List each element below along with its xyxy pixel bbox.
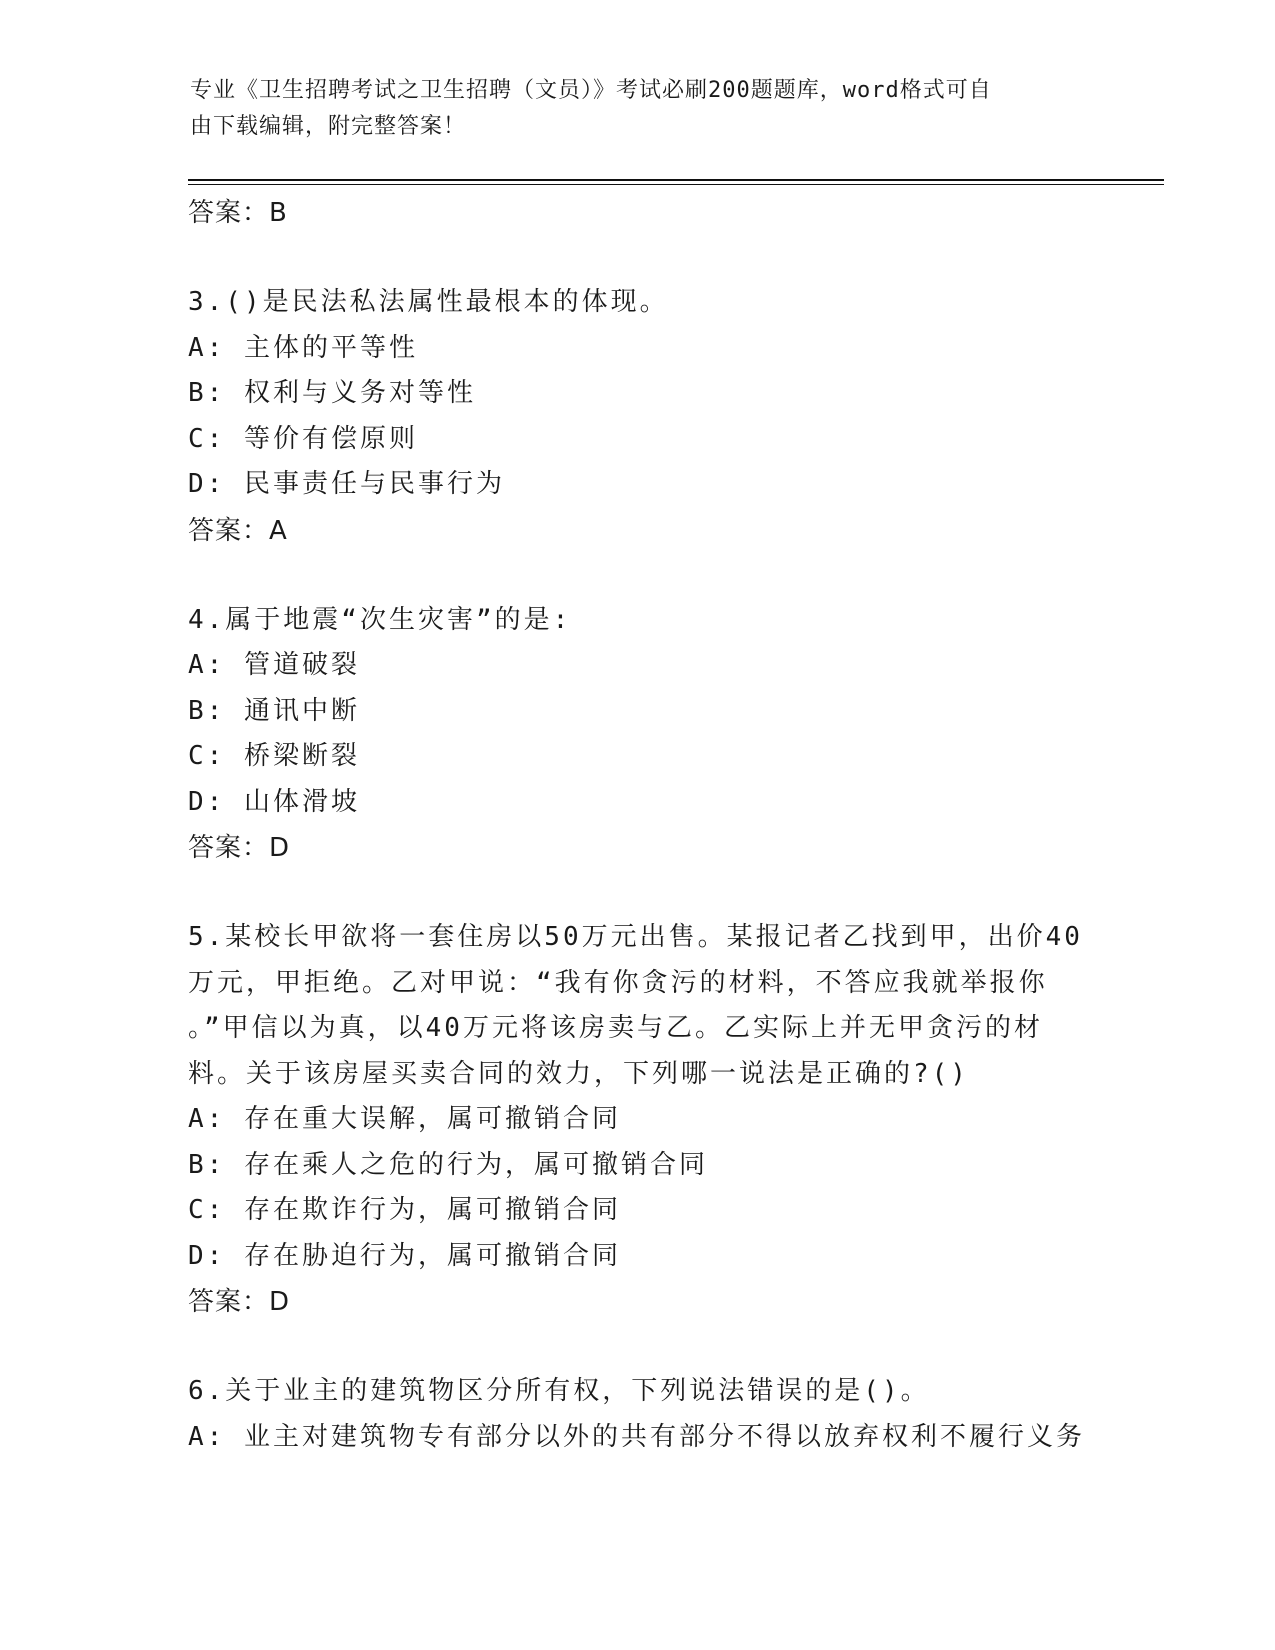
header-line-2: 由下载编辑，附完整答案！: [190, 114, 467, 139]
question-3: [188, 280, 1108, 554]
question-6: [188, 1369, 1108, 1460]
question-stem-line-3: 。”甲信以为真，以40万元将该房卖与乙。乙实际上并无甲贪污的材: [188, 1013, 1043, 1043]
option-c: C: 桥梁断裂: [188, 741, 360, 771]
question-stem-line-4: 料。关于该房屋买卖合同的效力，下列哪一说法是正确的?(): [188, 1058, 969, 1089]
option-b: B: 通讯中断: [188, 695, 360, 726]
answer-label: 答案：D: [188, 1287, 291, 1317]
option-a: A: 存在重大误解，属可撤销合同: [188, 1104, 621, 1134]
option-b: B: 存在乘人之危的行为，属可撤销合同: [188, 1149, 708, 1180]
option-c: C: 等价有偿原则: [188, 423, 418, 454]
question-stem: 3.()是民法私法属性最根本的体现。: [188, 287, 669, 317]
answer-label: 答案：D: [188, 833, 291, 863]
header-line-1: 专业《卫生招聘考试之卫生招聘（文员）》考试必刷200题题库，word格式可自: [190, 78, 992, 103]
previous-answer: 答案：B: [188, 198, 288, 228]
document-header: [190, 73, 1090, 145]
question-stem-line-1: 5.某校长甲欲将一套住房以50万元出售。某报记者乙找到甲，出价40: [188, 922, 1083, 952]
header-divider-thick: [188, 179, 1164, 181]
option-a: A: 主体的平等性: [188, 332, 418, 363]
question-list: [188, 190, 1108, 1460]
question-stem: 6.关于业主的建筑物区分所有权，下列说法错误的是()。: [188, 1376, 930, 1406]
option-a: A: 管道破裂: [188, 650, 360, 680]
header-divider-thin: [188, 184, 1164, 185]
option-b: B: 权利与义务对等性: [188, 378, 476, 408]
option-c: C: 存在欺诈行为，属可撤销合同: [188, 1195, 621, 1225]
answer-label: 答案：A: [188, 515, 288, 546]
option-a: A: 业主对建筑物专有部分以外的共有部分不得以放弃权利不履行义务: [188, 1421, 1085, 1452]
option-d: D: 民事责任与民事行为: [188, 469, 505, 499]
question-stem-line-2: 万元，甲拒绝。乙对甲说：“我有你贪污的材料，不答应我就举报你: [188, 967, 1048, 998]
option-d: D: 山体滑坡: [188, 786, 360, 817]
question-stem: 4.属于地震“次生灾害”的是:: [188, 604, 572, 635]
question-4: [188, 598, 1108, 872]
question-5: [188, 915, 1108, 1325]
option-d: D: 存在胁迫行为，属可撤销合同: [188, 1240, 621, 1271]
